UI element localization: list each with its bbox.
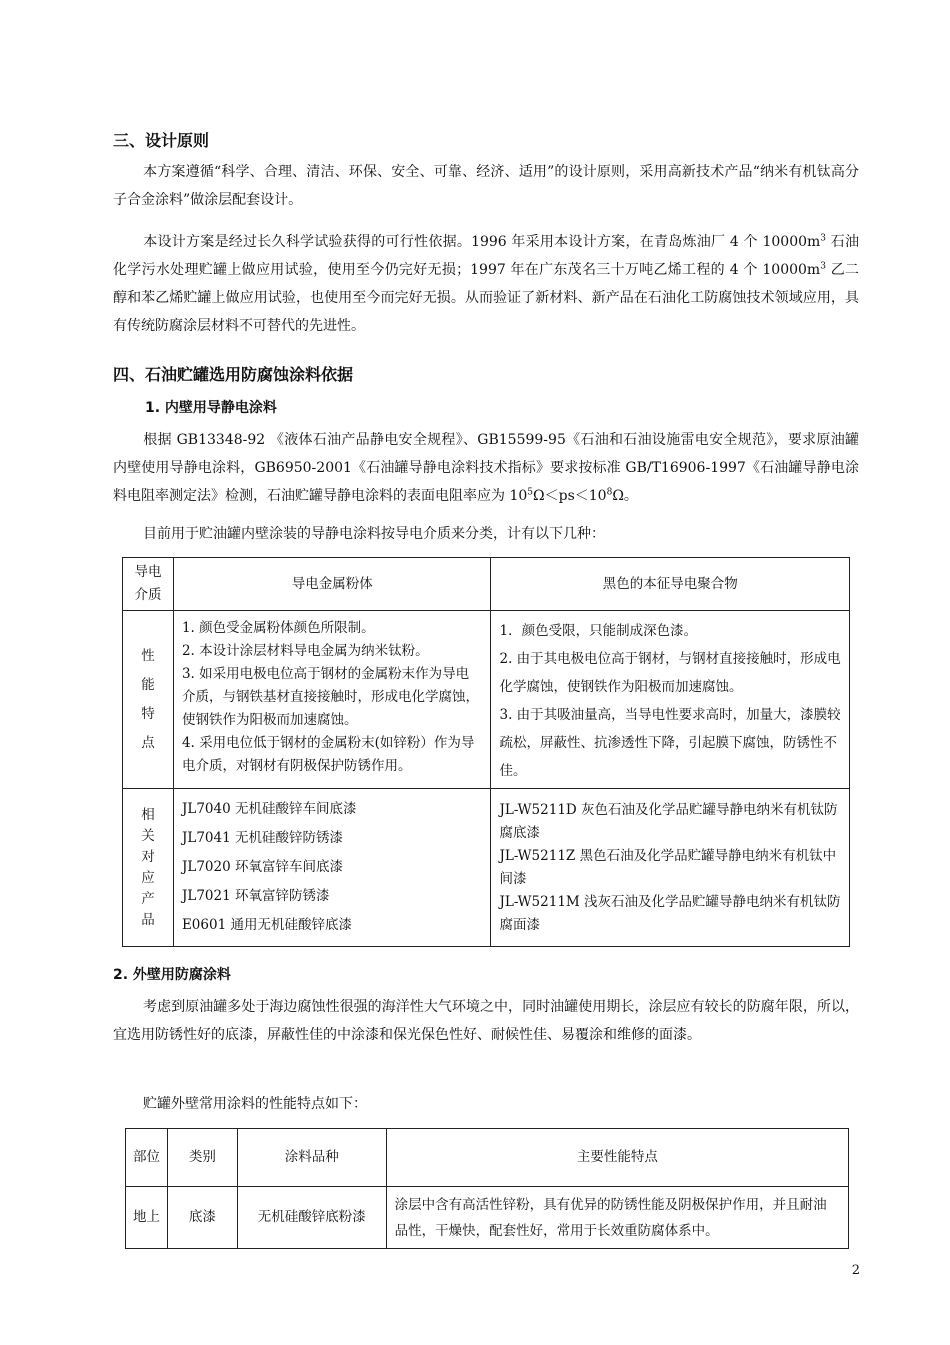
table2-variety: 无机硅酸锌底粉漆 <box>237 1187 386 1249</box>
table1-products-label: 相 关 对 应 产 品 <box>123 789 174 947</box>
section4-para4: 贮罐外壁常用涂料的性能特点如下： <box>143 1096 367 1112</box>
section3-para2: 本设计方案是经过长久科学试验获得的可行性依据。1996 年采用本设计方案，在青岛炼油厂 4 个 $10000m^3$ 石油化学污水处理贮罐上做应用试验，使用至今仍完好无损；1997 年在广东茂名三十万吨乙烯工程的 4 个 $10000m^3$ 乙二醇和苯乙烯贮罐上做应用试验，也使用至今而完好无损。从而验证了新材料、新产品在石油化工防腐蚀技术领域应用，具有传统防腐涂层材料不可替代的先进性。 <box>113 233 859 334</box>
table1-metal-products: JL7040 无机硅酸锌车间底漆 JL7041 无机硅酸锌防锈漆 JL7020 环氧富锌车间底漆 JL7021 环氧富锌防锈漆 E0601 通用无机硅酸锌底漆 <box>173 789 491 947</box>
table1-performance-label: 性 能 特 点 <box>123 611 174 789</box>
section4-para3: 考虑到原油罐多处于海边腐蚀性很强的海洋性大气环境之中，同时油罐使用期长，涂层应有较长的防腐年限，所以，宜选用防锈性好的底漆，屏蔽性佳的中涂漆和保光保色性好、耐候性佳、易覆涂和维修的面漆。 <box>113 999 859 1043</box>
section4-sub2: 2. 外壁用防腐涂料 <box>113 967 231 983</box>
table2-head-part: 部位 <box>126 1129 168 1187</box>
section4-title: 四、石油贮罐选用防腐蚀涂料依据 <box>113 365 354 384</box>
table2-head-variety: 涂料品种 <box>237 1129 386 1187</box>
section4-para2: 目前用于贮油罐内壁涂装的导静电涂料按导电介质来分类，计有以下几种： <box>143 526 605 542</box>
section4-sub1: 1. 内壁用导静电涂料 <box>145 400 277 416</box>
table1-head-polymer: 黑色的本征导电聚合物 <box>491 558 850 611</box>
table1-products-row <box>123 789 850 947</box>
table2-head-category: 类别 <box>167 1129 237 1187</box>
table2-part: 地上 <box>126 1187 168 1249</box>
table1-polymer-features: 1．颜色受限，只能制成深色漆。 2. 由于其电极电位高于钢材，与钢材直接接触时，形成电化学腐蚀，使钢铁作为阳极而加速腐蚀。 3. 由于其吸油量高，当导电性要求高时，加量大，漆膜较疏松，屏蔽性、抗渗透性下降，引起膜下腐蚀，防锈性不佳。 <box>491 611 850 789</box>
table1-performance-row <box>123 611 850 789</box>
table1-metal-features: 1. 颜色受金属粉体颜色所限制。 2. 本设计涂层材料导电金属为纳米钛粉。 3. 如采用电极电位高于钢材的金属粉末作为导电介质，与钢铁基材直接接触时，形成电化学腐蚀，使钢铁作为阳极而加速腐蚀。 4. 采用电位低于钢材的金属粉末(如锌粉）作为导电介质，对钢材有阴极保护防锈作用。 <box>173 611 491 789</box>
conductive-coating-table <box>122 557 850 947</box>
table2-head-features: 主要性能特点 <box>386 1129 848 1187</box>
table2-header-row <box>126 1129 849 1187</box>
table1-head-metal: 导电金属粉体 <box>173 558 491 611</box>
page-number: 2 <box>851 1263 860 1278</box>
table2-row <box>126 1187 849 1249</box>
table1-header-row <box>123 558 850 611</box>
table2-features: 涂层中含有高活性锌粉，具有优异的防锈性能及阴极保护作用，并且耐油品性，干燥快，配套性好，常用于长效重防腐体系中。 <box>386 1187 848 1249</box>
table1-head-medium: 导电介质 <box>123 558 174 611</box>
section4-para1: 根据 GB13348-92 《液体石油产品静电安全规程》、GB15599-95《石油和石油设施雷电安全规范》，要求原油罐内壁使用导静电涂料，GB6950-2001《石油罐导静电涂料技术指标》要求按标准 GB/T16906-1997《石油罐导静电涂料电阻率测定法》检测，石油贮罐导静电涂料的表面电阻率应为 $10^5\Omega<ps<10^8\Omega$。 <box>113 432 859 504</box>
section3-para1: 本方案遵循“科学、合理、清洁、环保、安全、可靠、经济、适用”的设计原则，采用高新技术产品“纳米有机钛高分子合金涂料”做涂层配套设计。 <box>113 164 859 208</box>
table2-category: 底漆 <box>167 1187 237 1249</box>
table1-polymer-products: JL-W5211D 灰色石油及化学品贮罐导静电纳米有机钛防腐底漆 JL-W5211Z 黑色石油及化学品贮罐导静电纳米有机钛中间漆 JL-W5211M 浅灰石油及化学品贮罐导静电纳米有机钛防腐面漆 <box>491 789 850 947</box>
exterior-coating-table <box>125 1128 849 1249</box>
section3-title: 三、设计原则 <box>113 131 210 150</box>
